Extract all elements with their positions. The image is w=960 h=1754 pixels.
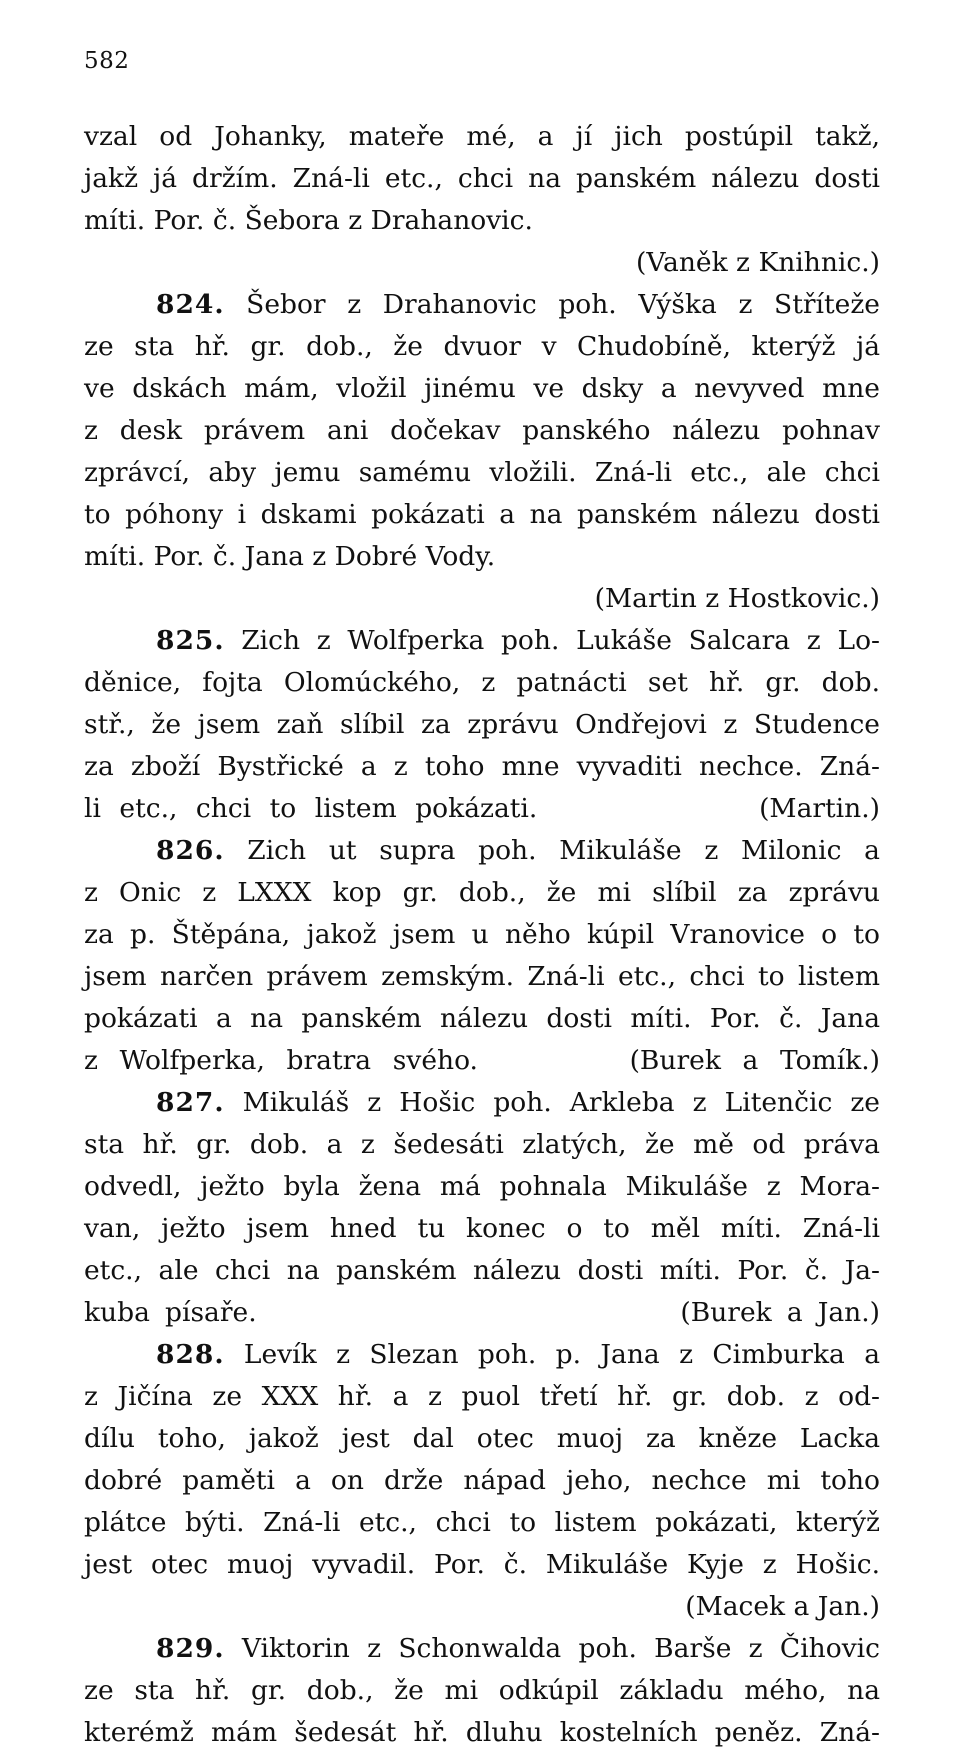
- line-text: Viktorin z Schonwalda poh. Barše z Čihovic: [241, 1633, 880, 1664]
- line-text: jakž já držím. Zná-li etc., chci na panském nálezu dosti: [84, 163, 880, 194]
- line-text: etc., ale chci na panském nálezu dosti míti. Por. č. Ja-: [84, 1255, 880, 1286]
- line-text: z Jičína ze XXX hř. a z puol třetí hř. gr. dob. z od-: [84, 1381, 880, 1412]
- line-text: plátce býti. Zná-li etc., chci to listem pokázati, kterýž: [84, 1507, 880, 1538]
- text-line: [84, 704, 880, 746]
- text-line: [84, 1376, 880, 1418]
- entry-first-line: [84, 1082, 880, 1124]
- line-text: z Onic z LXXX kop gr. dob., že mi slíbil za zprávu: [84, 877, 880, 908]
- line-text: sta hř. gr. dob. a z šedesáti zlatých, že mě od práva: [84, 1129, 880, 1160]
- line-text: stř., že jsem zaň slíbil za zprávu Ondřejovi z Studence: [84, 709, 880, 740]
- text-line: [84, 242, 880, 284]
- text-line: [84, 1544, 880, 1586]
- line-text: míti. Por. č. Šebora z Drahanovic.: [84, 205, 533, 236]
- text-line: [84, 956, 880, 998]
- line-text: Šebor z Drahanovic poh. Výška z Stříteže: [246, 289, 880, 320]
- text-line: [84, 1502, 880, 1544]
- line-text: (Martin z Hostkovic.): [594, 583, 880, 614]
- text-line: [84, 1460, 880, 1502]
- text-line: [84, 1712, 880, 1754]
- line-text: kterémž mám šedesát hř. dluhu kostelních peněz. Zná-: [84, 1717, 880, 1748]
- text-line: [84, 1292, 880, 1334]
- text-line: [84, 872, 880, 914]
- line-text: li etc., chci to listem pokázati. (Martin.): [84, 793, 880, 824]
- entry-first-line: [84, 830, 880, 872]
- text-line: [84, 116, 880, 158]
- entry-first-line: [84, 620, 880, 662]
- line-text: jest otec muoj vyvadil. Por. č. Mikuláše Kyje z Hošic.: [84, 1549, 880, 1580]
- line-text: dobré paměti a on drže nápad jeho, nechce mi toho: [84, 1465, 880, 1496]
- entry-first-line: [84, 284, 880, 326]
- line-text: (Vaněk z Knihnic.): [635, 247, 880, 278]
- text-line: [84, 494, 880, 536]
- line-text: Levík z Slezan poh. p. Jana z Cimburka a: [243, 1339, 880, 1370]
- line-text: zprávcí, aby jemu samému vložili. Zná-li etc., ale chci: [84, 457, 880, 488]
- text-line: [84, 158, 880, 200]
- line-text: ze sta hř. gr. dob., že dvuor v Chudobíně, kterýž já: [84, 331, 880, 362]
- line-text: pokázati a na panském nálezu dosti míti. Por. č. Jana: [84, 1003, 880, 1034]
- line-text: van, ježto jsem hned tu konec o to měl míti. Zná-li: [84, 1213, 880, 1244]
- line-text: vzal od Johanky, mateře mé, a jí jich postúpil takž,: [84, 121, 880, 152]
- text-line: [84, 746, 880, 788]
- line-text: ve dskách mám, vložil jinému ve dsky a nevyved mne: [84, 373, 880, 404]
- entry-number: 828.: [156, 1339, 225, 1370]
- text-line: [84, 1166, 880, 1208]
- page-number: 582: [84, 48, 130, 74]
- text-line: [84, 1040, 880, 1082]
- line-text: Zich z Wolfperka poh. Lukáše Salcara z Lo-: [241, 625, 880, 656]
- text-line: [84, 1124, 880, 1166]
- line-text: to póhony i dskami pokázati a na panském nálezu dosti: [84, 499, 880, 530]
- text-line: [84, 1586, 880, 1628]
- text-line: [84, 536, 880, 578]
- line-text: Mikuláš z Hošic poh. Arkleba z Litenčic ze: [242, 1087, 880, 1118]
- entry-number: 824.: [156, 289, 225, 320]
- line-text: odvedl, ježto byla žena má pohnala Mikuláše z Mora-: [84, 1171, 880, 1202]
- text-line: [84, 578, 880, 620]
- line-text: jsem narčen právem zemským. Zná-li etc., chci to listem: [84, 961, 880, 992]
- entry-number: 825.: [156, 625, 225, 656]
- text-line: [84, 1670, 880, 1712]
- entry-first-line: [84, 1628, 880, 1670]
- text-line: [84, 326, 880, 368]
- line-text: kuba písaře. (Burek a Jan.): [84, 1297, 880, 1328]
- line-text: z desk právem ani dočekav panského nálezu pohnav: [84, 415, 880, 446]
- line-text: dílu toho, jakož jest dal otec muoj za kněze Lacka: [84, 1423, 880, 1454]
- text-line: [84, 788, 880, 830]
- line-text: míti. Por. č. Jana z Dobré Vody.: [84, 541, 496, 572]
- entry-number: 826.: [156, 835, 225, 866]
- text-line: [84, 200, 880, 242]
- line-text: (Macek a Jan.): [685, 1591, 880, 1622]
- text-line: [84, 998, 880, 1040]
- entry-number: 829.: [156, 1633, 225, 1664]
- line-text: ze sta hř. gr. dob., že mi odkúpil základu mého, na: [84, 1675, 880, 1706]
- text-line: [84, 452, 880, 494]
- text-line: [84, 1250, 880, 1292]
- text-line: [84, 368, 880, 410]
- line-text: za zboží Bystřické a z toho mne vyvaditi nechce. Zná-: [84, 751, 880, 782]
- text-line: [84, 914, 880, 956]
- line-text: děnice, fojta Olomúckého, z patnácti set hř. gr. dob.: [84, 667, 880, 698]
- text-line: [84, 410, 880, 452]
- entry-number: 827.: [156, 1087, 225, 1118]
- text-line: [84, 1208, 880, 1250]
- text-line: [84, 1418, 880, 1460]
- text-line: [84, 662, 880, 704]
- text-body: [84, 116, 880, 1754]
- line-text: z Wolfperka, bratra svého. (Burek a Tomík.): [84, 1045, 880, 1076]
- line-text: Zich ut supra poh. Mikuláše z Milonic a: [247, 835, 880, 866]
- entry-first-line: [84, 1334, 880, 1376]
- line-text: za p. Štěpána, jakož jsem u něho kúpil Vranovice o to: [84, 919, 880, 950]
